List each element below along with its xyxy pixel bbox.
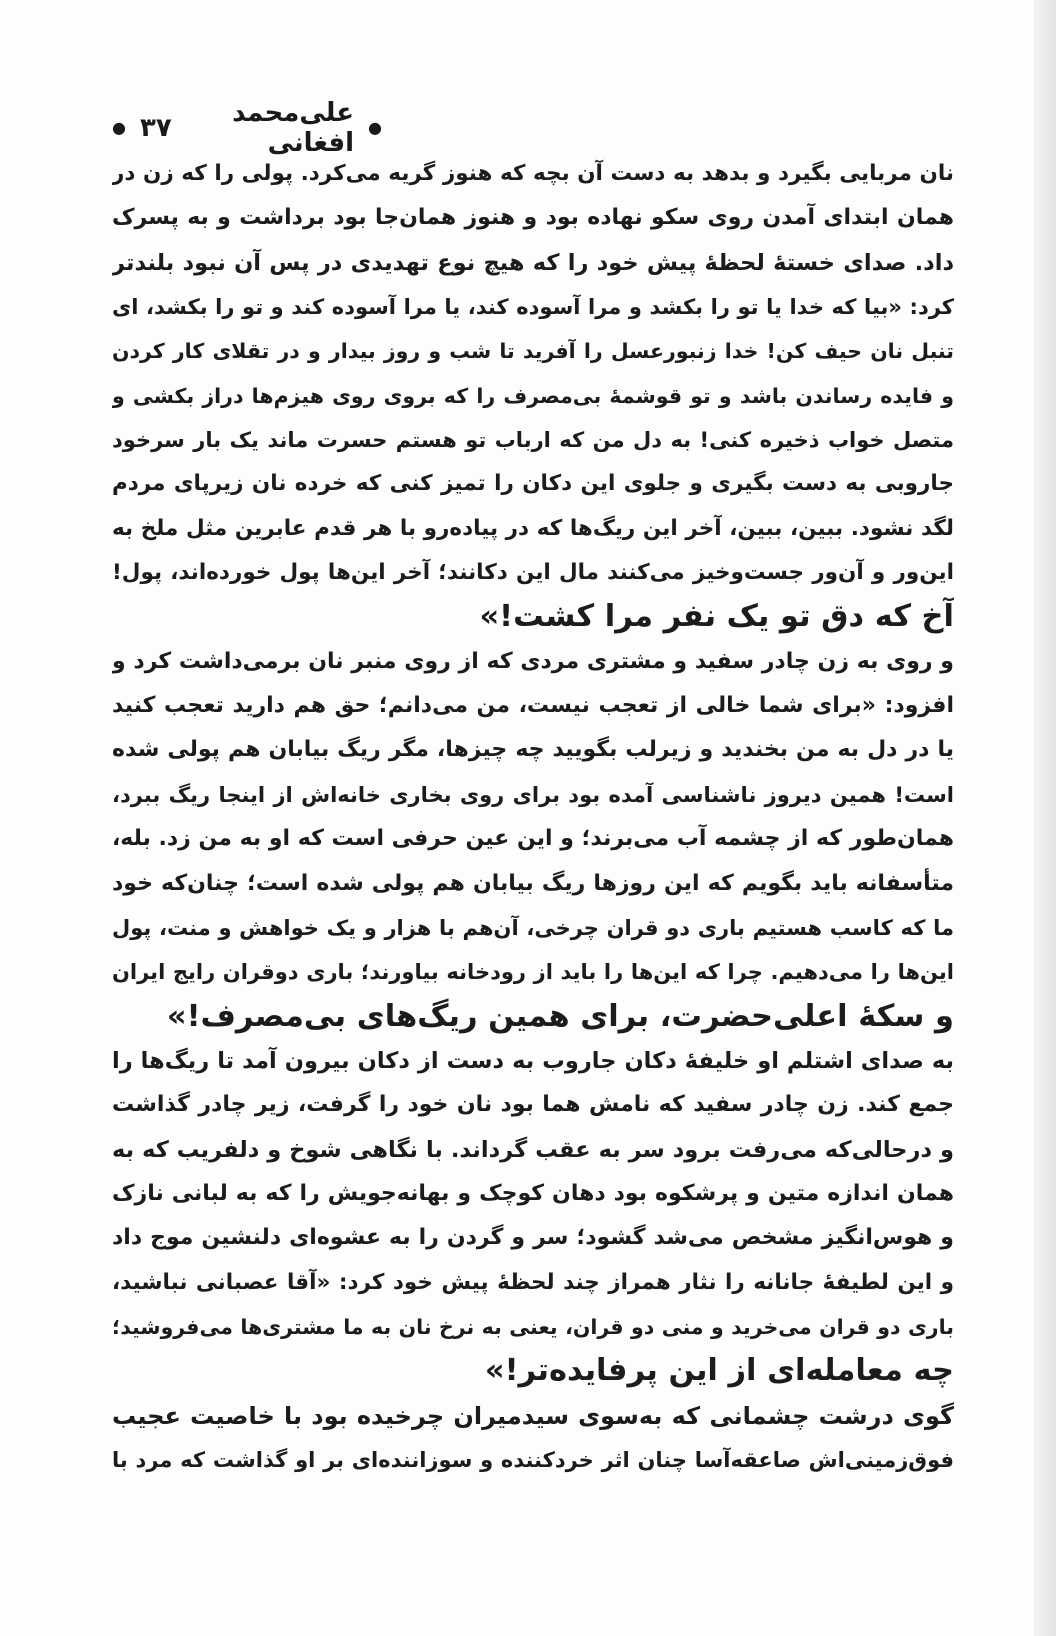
text-line: یا در دل به من بخندید و زیرلب بگویید چه چیزها، مگر ریگ بیابان هم پولی شده: [112, 737, 954, 763]
text-line: و هوس‌انگیز مشخص می‌شد گشود؛ سر و گردن را به عشوه‌ای دلنشین موج داد: [112, 1225, 954, 1251]
header-bullet-right: ●: [368, 118, 382, 137]
running-header: [112, 98, 382, 158]
page-edge-shadow: [1034, 0, 1056, 1636]
text-line: و سکهٔ اعلی‌حضرت، برای همین ریگ‌های بی‌مصرف!»: [166, 998, 954, 1034]
text-line: متأسفانه باید بگویم که این روزها ریگ بیابان هم پولی شده است؛ چنان‌که خود: [112, 870, 954, 896]
text-line: و روی به زن چادر سفید و مشتری مردی که از روی منبر نان برمی‌داشت کرد و: [112, 648, 954, 674]
text-line: همان‌طور که از چشمه آب می‌برند؛ و این عین حرفی است که او به من زد. بله،: [112, 826, 954, 852]
text-line: متصل خواب ذخیره کنی! به دل من که ارباب تو هستم حسرت ماند یک بار سرخود: [112, 428, 954, 453]
text-line: آخ که دق تو یک نفر مرا کشت!»: [479, 599, 954, 635]
text-line: و درحالی‌که می‌رفت برود سر به عقب گرداند. با نگاهی شوخ و دلفریب که به: [112, 1136, 954, 1163]
text-line: همان اندازه متین و پرشکوه بود دهان کوچک و بهانه‌جویش را که به لبانی نازک: [112, 1180, 954, 1206]
header-author: علی‌محمد افغانی: [232, 98, 355, 158]
text-line: گوی درشت چشمانی که به‌سوی سیدمیران چرخیده بود با خاصیت عجیب: [112, 1401, 954, 1430]
text-line: ما که کاسب هستیم باری دو قران چرخی، آن‌هم با هزار و یک خواهش و منت، پول: [112, 915, 954, 940]
text-line: نان مربایی بگیرد و بدهد به دست آن بچه که هنوز گریه می‌کرد. پولی را که زن در: [112, 161, 954, 186]
text-line: تنبل نان حیف کن! خدا زنبورعسل را آفرید تا شب و روز بیدار و در تقلای کار کردن: [112, 339, 954, 364]
text-line: چه معامله‌ای از این پرفایده‌تر!»: [484, 1353, 954, 1389]
text-line: و این لطیفهٔ جانانه را نثار همراز چند لحظهٔ پیش خود کرد: «آقا عصبانی نباشید،: [112, 1269, 954, 1295]
text-line: این‌ها را می‌دهیم. چرا که این‌ها را باید از رودخانه بیاورند؛ باری دوقران رایج ایران: [112, 960, 954, 985]
text-line: باری دو قران می‌خرید و منی دو قران، یعنی به نرخ نان به ما مشتری‌ها می‌فروشید؛: [112, 1314, 954, 1339]
text-line: همان ابتدای آمدن روی سکو نهاده بود و هنوز همان‌جا بود برداشت و به پسرک: [112, 205, 954, 231]
text-line: به صدای اشتلم او خلیفهٔ دکان جاروب به دست از دکان بیرون آمد تا ریگ‌ها را: [112, 1047, 954, 1074]
text-line: داد. صدای خستهٔ لحظهٔ پیش خود را که هیچ نوع تهدیدی در پس آن نبود بلندتر: [112, 249, 954, 276]
text-line: افزود: «برای شما خالی از تعجب نیست، من می‌دانم؛ حق هم دارید تعجب کنید: [112, 693, 954, 719]
header-bullet-left: ●: [112, 118, 126, 137]
text-line: لگد نشود. ببین، ببین، آخر این ریگ‌ها که در پیاده‌رو با هر قدم عابرین مثل ملخ به: [112, 515, 954, 541]
text-line: و فایده رساندن باشد و تو قوشمهٔ بی‌مصرف را که بروی روی هیزم‌ها دراز بکشی و: [112, 383, 954, 408]
text-line: است! همین دیروز ناشناسی آمده بود برای روی بخاری خانه‌اش از اینجا ریگ ببرد،: [112, 782, 954, 807]
body-text: [112, 152, 954, 1482]
text-line: جمع کند. زن چادر سفید که نامش هما بود نان خود را گرفت، زیر چادر گذاشت: [112, 1092, 954, 1118]
text-line: این‌ور و آن‌ور جست‌وخیز می‌کنند مال این دکانند؛ آخر این‌ها پول خورده‌اند، پول!: [112, 560, 954, 586]
text-line: کرد: «بیا که خدا یا تو را بکشد و مرا آسوده کند، یا مرا آسوده کند و تو را بکشد، ای: [112, 295, 954, 320]
text-line: جاروبی به دست بگیری و جلوی این دکان را تمیز کنی که خرده نان زیرپای مردم: [112, 471, 954, 497]
text-line: فوق‌زمینی‌اش صاعقه‌آسا چنان اثر خردکننده و سوزاننده‌ای بر او گذاشت که مرد با: [112, 1447, 954, 1472]
header-page-number: ۳۷: [139, 113, 172, 143]
